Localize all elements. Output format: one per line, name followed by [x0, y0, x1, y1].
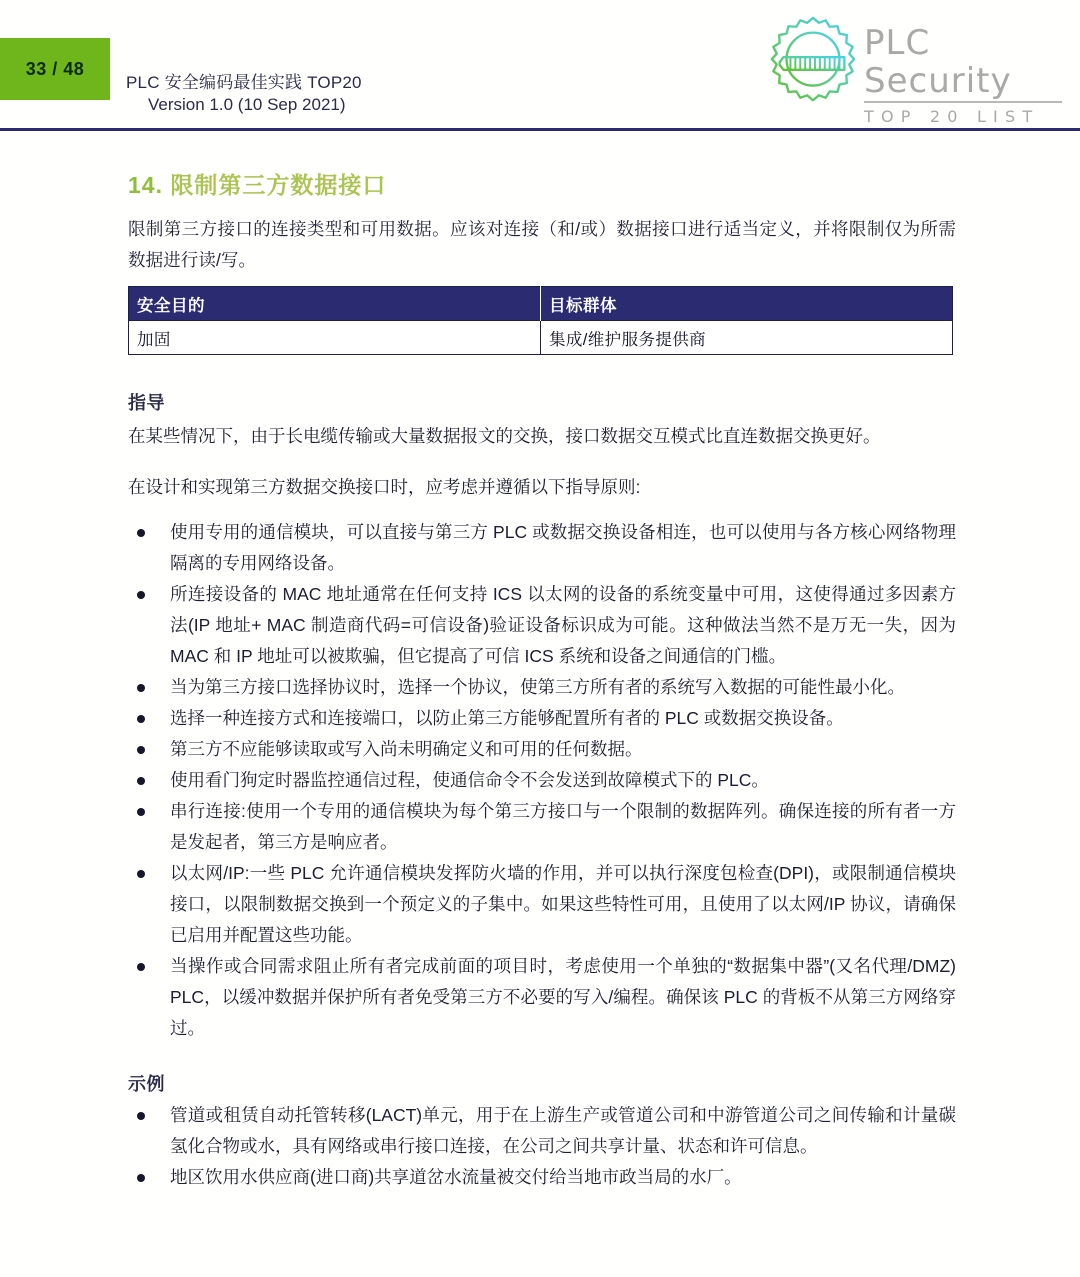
list-item: 所连接设备的 MAC 地址通常在任何支持 ICS 以太网的设备的系统变量中可用，这使得通过多因素方法(IP 地址+ MAC 制造商代码=可信设备)验证设备标识成为可能。这种做法当然不是万无一失，因为 MAC 和 IP 地址可以被欺骗，但它提高了可信 ICS 系统和设备之间通信的门槛。: [128, 579, 956, 672]
list-item: 以太网/IP:一些 PLC 允许通信模块发挥防火墙的作用，并可以执行深度包检查(DPI)，或限制通信模块接口，以限制数据交换到一个预定义的子集中。如果这些特性可用，且使用了以太网/IP 协议，请确保已启用并配置这些功能。: [128, 858, 956, 951]
document-version: Version 1.0 (10 Sep 2021): [148, 95, 346, 114]
list-item: 管道或租赁自动托管转移(LACT)单元，用于在上游生产或管道公司和中游管道公司之间传输和计量碳氢化合物或水，具有网络或串行接口连接，在公司之间共享计量、状态和许可信息。: [128, 1100, 956, 1162]
guidance-bullet-list: [128, 517, 956, 1044]
section-title-text: 限制第三方数据接口: [170, 172, 387, 198]
table-header-cell-audience: 目标群体: [541, 287, 953, 321]
table-cell-audience-value: 集成/维护服务提供商: [541, 321, 953, 355]
list-item: 串行连接:使用一个专用的通信模块为每个第三方接口与一个限制的数据阵列。确保连接的所有者一方是发起者，第三方是响应者。: [128, 796, 956, 858]
logo-title: PLC Security: [864, 23, 1012, 101]
table-row: [129, 321, 953, 355]
list-item: 地区饮用水供应商(进口商)共享道岔水流量被交付给当地市政当局的水厂。: [128, 1162, 956, 1193]
logo-subtitle: TOP 20 LIST: [864, 107, 1040, 126]
page-number-text: 33 / 48: [25, 58, 85, 79]
page-content: [128, 160, 956, 1199]
examples-bullet-list: [128, 1100, 956, 1193]
gear-circuit-logo-icon: [764, 14, 862, 112]
examples-heading: 示例: [128, 1074, 165, 1094]
section-number: 14.: [128, 172, 163, 198]
header-divider: [0, 128, 1080, 131]
page-number-badge: [0, 38, 110, 100]
logo-text-block: [864, 24, 1068, 126]
guidance-paragraph-1: 在某些情况下，由于长电缆传输或大量数据报文的交换，接口数据交互模式比直连数据交换更好。: [128, 426, 881, 446]
guidance-paragraph-2: 在设计和实现第三方数据交换接口时，应考虑并遵循以下指导原则:: [128, 477, 641, 497]
logo-divider: [864, 101, 1062, 103]
table-cell-goal-value: 加固: [129, 321, 541, 355]
list-item: 第三方不应能够读取或写入尚未明确定义和可用的任何数据。: [128, 734, 956, 765]
section-heading: [128, 170, 956, 200]
table-header-cell-goal: 安全目的: [129, 287, 541, 321]
plc-security-logo: [756, 12, 1072, 126]
security-goal-table: [128, 286, 953, 355]
list-item: 使用专用的通信模块，可以直接与第三方 PLC 或数据交换设备相连，也可以使用与各方核心网络物理隔离的专用网络设备。: [128, 517, 956, 579]
list-item: 选择一种连接方式和连接端口，以防止第三方能够配置所有者的 PLC 或数据交换设备。: [128, 703, 956, 734]
list-item: 使用看门狗定时器监控通信过程，使通信命令不会发送到故障模式下的 PLC。: [128, 765, 956, 796]
section-intro-paragraph: 限制第三方接口的连接类型和可用数据。应该对连接（和/或）数据接口进行适当定义，并将限制仅为所需数据进行读/写。: [128, 219, 956, 270]
document-title: PLC 安全编码最佳实践 TOP20: [126, 73, 362, 92]
page-header: [0, 0, 1080, 130]
header-title-block: [126, 72, 362, 116]
list-item: 当为第三方接口选择协议时，选择一个协议，使第三方所有者的系统写入数据的可能性最小化。: [128, 672, 956, 703]
guidance-heading: 指导: [128, 393, 165, 413]
list-item: 当操作或合同需求阻止所有者完成前面的项目时，考虑使用一个单独的“数据集中器”(又名代理/DMZ) PLC，以缓冲数据并保护所有者免受第三方不必要的写入/编程。确保该 PLC 的背板不从第三方网络穿过。: [128, 951, 956, 1044]
table-header-row: [129, 287, 953, 321]
